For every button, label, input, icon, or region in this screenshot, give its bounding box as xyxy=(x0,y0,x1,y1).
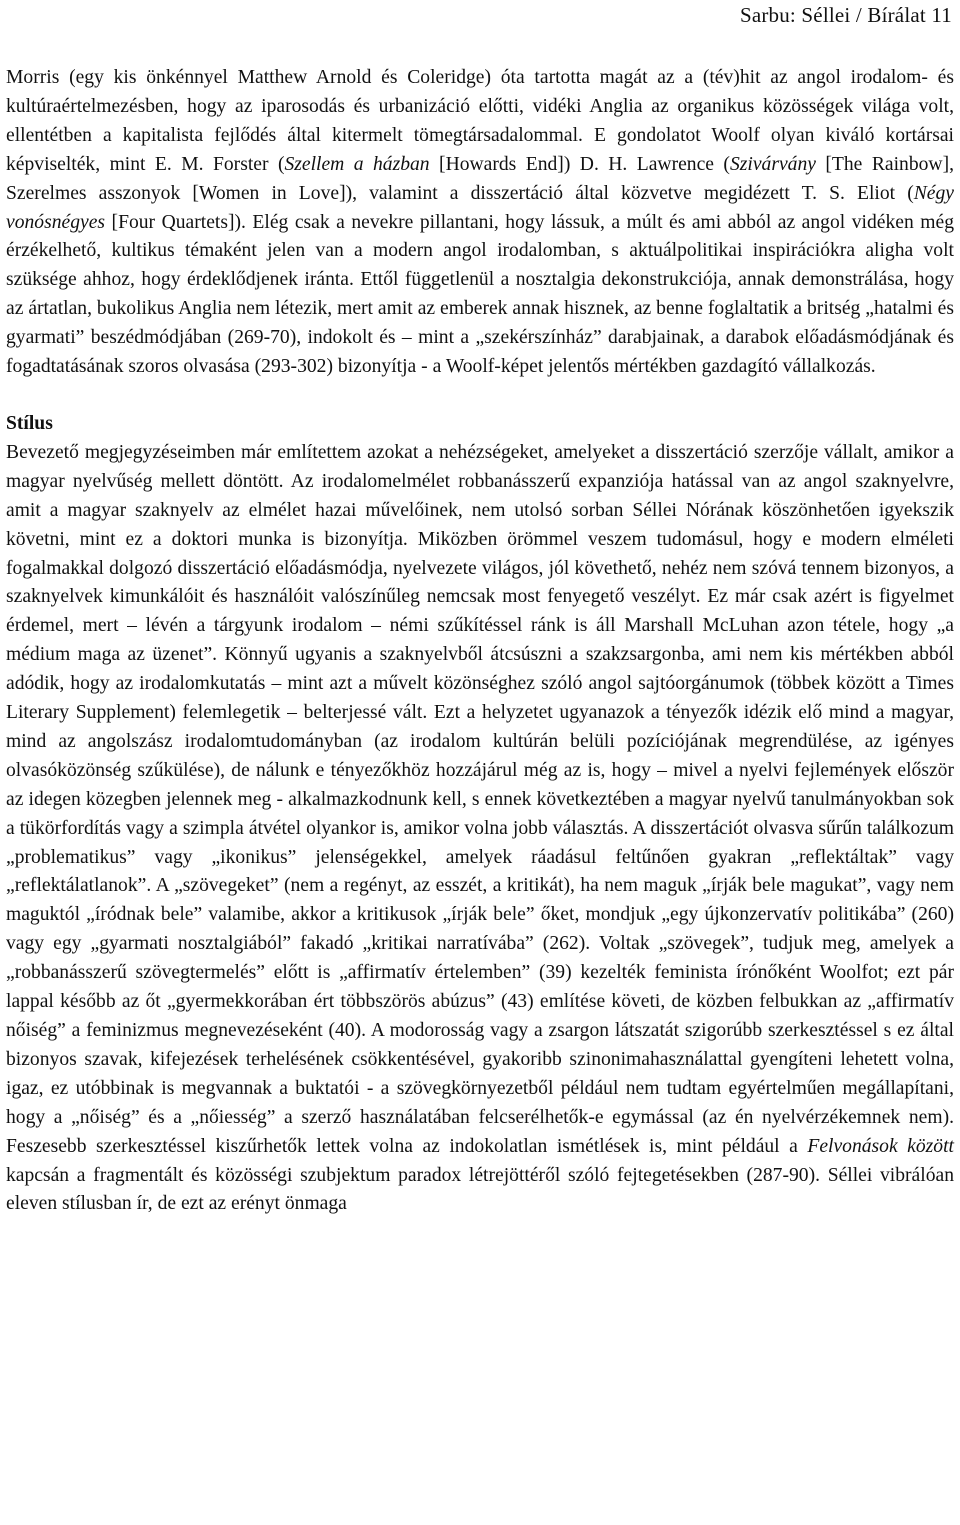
section-heading-stilus: Stílus xyxy=(6,412,53,434)
text-segment: [Four Quartets]). Elég csak a nevekre pillantani, hogy lássuk, a múlt és ami abból az angol vidéken még érzékelhető, kultikus témaként jelen van a modern angol irodalomban, s aktuálpolitikai inspirációkra aligha volt szüksége ahhoz, hogy érdeklődjenek iránta. Ettől függetlenül a nosztalgia dekonstrukciója, annak demonstrálása, hogy az ártatlan, bukolikus Anglia nem létezik, mert amit az emberek annak hisznek, az benne foglaltatik a britség „hatalmi és gyarmati” beszédmódjában (269-70), indokolt és – mint a „szekérszínház” darabjainak, a darabok előadásmódjának és fogadtatásának szoros olvasása (293-302) bizonyítja - a Woolf-képet jelentős mértékben gazdagító vállalkozás. xyxy=(6,211,954,378)
text-segment: Bevezető megjegyzéseimben már említettem azokat a nehézségeket, amelyeket a disszertáció szerzője vállalt, amikor a magyar nyelvűség mellett döntött. Az irodalomelmélet robbanásszerű expanziója hatással van az angol szaknyelvre, amit a magyar szaknyelv az elmélet hazai művelőinek, nem utolsó sorban Séllei Nórának köszönhetően igyekszik követni, mint ez a doktori munka is bizonyítja. Miközben örömmel veszem tudomásul, hogy e modern elméleti fogalmakkal dolgozó disszertáció előadásmódja, nyelvezete világos, jól követhető, nehéz nem szóvá tennem bizonyos, a szaknyelvek kimunkálóit és használóit valószínűleg nemcsak most fenyegető veszélyt. Ez már csak azért is figyelmet érdemel, mert – lévén a tárgyunk irodalom – némi szűkítéssel ránk is áll Marshall McLuhan azon tétele, hogy „a médium maga az üzenet”. Könnyű ugyanis a szaknyelvből átcsúszni a szakzsargonba, ami nem kis mértékben abból adódik, hogy az irodalomkutatás – mint azt a művelt közönséghez szóló angol sajtóorgánumok (többek között a Times Literary Supplement) felemlegetik – belterjessé vált. Ezt a helyzetet ugyanazok a tényezők idézik elő mind a magyar, mind az angolszász irodalomtudományban (az irodalom kultúrán belüli pozíciójának megrendülése, az igényes olvasóközönség szűkülése), de nálunk e tényezőkhöz hozzájárul még az is, hogy – mivel a nyelvi fejlemények először az idegen közegben jelennek meg - alkalmazkodnunk kell, s ennek következtében a magyar nyelvű tanulmányokban sok a tükörfordítás vagy a szimpla átvétel olyankor is, amikor volna jobb választás. A disszertációt olvasva sűrűn találkozum „problematikus” vagy „ikonikus” jelenségekkel, amelyek ráadásul feltűnően gyakran „reflektáltak” vagy „reflektálatlanok”. A „szövegeket” (nem a regényt, az esszét, a kritikát), ha nem maguk „írják bele magukat”, vagy nem maguktól „íródnak bele” valamibe, akkor a kritikusok „írják bele” őket, mondjuk „egy újkonzervatív politikába” (260) vagy egy „gyarmati nosztalgiából” fakadó „kritikai narratívába” (262). Voltak „szövegek”, tudjuk meg, amelyek a „robbanásszerű szövegtermelés” előtt is „affirmatív értelemben” (39) kezelték feminista írónőként Woolfot; ezt pár lappal később az őt „gyermekkorában ért többszörös abúzus” (43) említése követi, de közben felbukkan az „affirmatív nőiség” a feminizmus megnevezéseként (40). A modorosság vagy a zsargon látszatát szigorúbb szerkesztéssel s ez által bizonyos szavak, kifejezések terhelésének csökkentésével, gyakoribb szinonimahasználattal gyengíteni lehetett volna, igaz, ez utóbbinak is megvannak a buktatói - a szövegkörnyezetből például nem tudtam egyértelműen megállapítani, hogy a „nőiség” és a „nőiesség” a szerző használatában felcserélhetők-e egymással (az én nyelvérzékemnek nem). Feszesebb szerkesztéssel kiszűrhetők lettek volna az indokolatlan ismétlések is, mint például a xyxy=(6,441,954,1157)
title-felvonasok-kozott: Felvonások között xyxy=(807,1135,954,1157)
text-segment: Morris (egy kis önkénnyel Matthew Arnold és Coleridge) óta tartotta magát az a (tév)hit az angol irodalom- és kultúraértelmezésben, hogy az iparosodás és urbanizáció előtti, vidéki Anglia az organikus közösségek világa volt, ellentétben a kapitalista fejlődés által kitermelt tömegtársadalommal. E gondolatot Woolf olyan kiváló kortársai képviselték, mint E. M. Forster ( xyxy=(6,67,954,175)
text-segment: [The Rainbow], Szerelmes asszonyok [Women in Love]), valamint a disszertáció által közvetve megidézett T. S. Eliot ( xyxy=(6,153,954,204)
running-header: Sarbu: Séllei / Bírálat 11 xyxy=(739,3,952,27)
paragraph-stilus xyxy=(6,439,954,1219)
text-segment: [Howards End]) D. H. Lawrence ( xyxy=(429,153,730,175)
document-body xyxy=(6,64,954,1219)
title-szivarvany: Szivárvány xyxy=(729,153,816,175)
paragraph-morris xyxy=(6,64,954,382)
title-negy-vonosnegyes: Négy vonósnégyes xyxy=(6,182,954,233)
title-szellem-a-hazban: Szellem a házban xyxy=(284,153,430,175)
text-segment: kapcsán a fragmentált és közösségi szubjektum paradox létrejöttéről szóló fejtegetésekben (287-90). Séllei vibrálóan eleven stílusban ír, de ezt az erényt önmaga xyxy=(6,1164,954,1215)
